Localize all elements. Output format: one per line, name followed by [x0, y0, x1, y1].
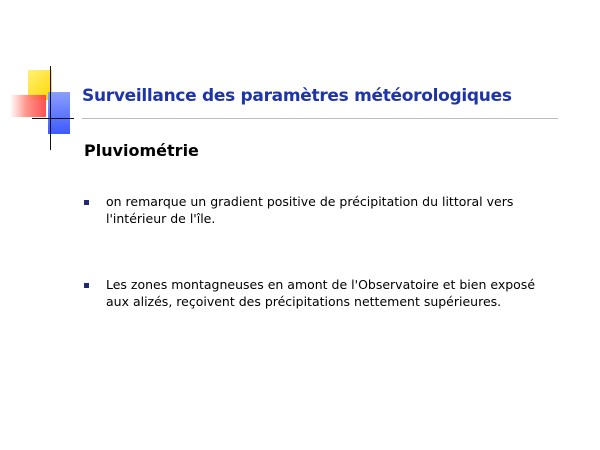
- decorative-blue-square: [48, 92, 70, 134]
- title-divider: [82, 118, 558, 119]
- decorative-horizontal-line: [32, 118, 74, 119]
- bullet-item: [84, 193, 554, 227]
- decorative-vertical-line: [50, 66, 51, 150]
- bullet-text: Les zones montagneuses en amont de l'Observatoire et bien exposé aux alizés, reçoivent des précipitations nettement supérieures.: [106, 277, 536, 309]
- square-bullet-icon: [84, 200, 89, 205]
- bullet-text: on remarque un gradient positive de précipitation du littoral vers l'intérieur de l'île.: [106, 194, 514, 226]
- decorative-red-square: [10, 95, 46, 117]
- bullet-item: [84, 276, 554, 310]
- slide-subtitle: Pluviométrie: [84, 141, 199, 160]
- square-bullet-icon: [84, 283, 89, 288]
- slide-title: Surveillance des paramètres météorologiques: [82, 86, 512, 106]
